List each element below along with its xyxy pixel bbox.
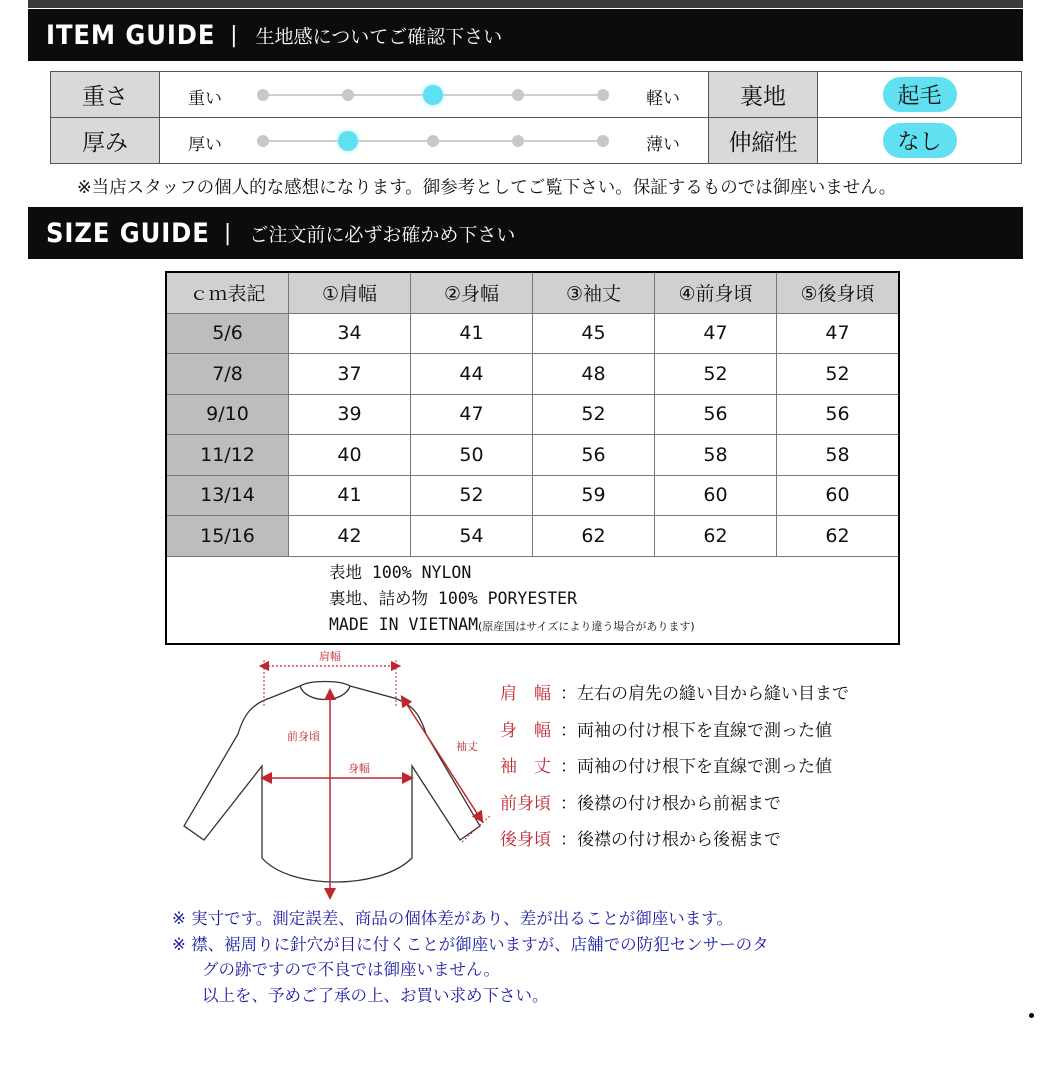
header-separator: | [223, 220, 232, 246]
weight-scale [160, 72, 709, 118]
size-cell: 7/8 [166, 354, 289, 395]
measurement-definitions [500, 676, 849, 859]
bullet-dot [1029, 1013, 1034, 1018]
table-cell: 52 [411, 475, 533, 516]
table-cell: 41 [411, 313, 533, 354]
col-header: ⑤後身頃 [777, 272, 900, 313]
table-cell: 54 [411, 516, 533, 557]
definition-item [500, 676, 849, 713]
note-line: 以上を、予めご了承の上、お買い求め下さい。 [202, 985, 549, 1005]
stretch-value-badge: なし [883, 123, 957, 158]
col-header: ④前身頃 [655, 272, 777, 313]
size-cell: 15/16 [166, 516, 289, 557]
scale-dot [597, 135, 609, 147]
note-line: ※ 実寸です。測定誤差、商品の個体差があり、差が出ることが御座います。 [172, 909, 733, 928]
garment-diagram [180, 650, 500, 900]
table-cell: 56 [777, 394, 900, 435]
scale-dot [423, 85, 443, 105]
table-cell: 56 [533, 435, 655, 476]
table-cell: 41 [289, 475, 411, 516]
disclaimer-notes [172, 906, 769, 1008]
size-table-header [166, 272, 899, 313]
size-cell: 5/6 [166, 313, 289, 354]
table-cell: 34 [289, 313, 411, 354]
material-line: 裏地、詰め物 100% PORYESTER [329, 588, 578, 608]
top-image-strip [28, 0, 1023, 8]
table-cell: 62 [655, 516, 777, 557]
scale-dot [512, 89, 524, 101]
table-cell: 60 [655, 475, 777, 516]
shirt-outline [184, 686, 480, 882]
table-row [166, 394, 899, 435]
table-cell: 52 [533, 394, 655, 435]
thickness-right-label: 薄い [646, 135, 680, 155]
weight-row [51, 72, 1022, 118]
weight-right-label: 軽い [646, 89, 680, 109]
scale-dot [342, 89, 354, 101]
table-cell: 40 [289, 435, 411, 476]
table-cell: 48 [533, 354, 655, 395]
col-header: ①肩幅 [289, 272, 411, 313]
thickness-left-label: 厚い [188, 135, 222, 155]
diagram-label-body: 身幅 [348, 762, 370, 775]
table-cell: 52 [777, 354, 900, 395]
definition-key: 肩 幅 [500, 684, 551, 704]
table-row [166, 313, 899, 354]
origin-line [329, 612, 898, 640]
origin-note: (原産国はサイズにより違う場合があります) [478, 619, 695, 633]
weight-label: 重さ [51, 72, 160, 118]
col-header: ③袖丈 [533, 272, 655, 313]
origin-text: MADE IN VIETNAM [329, 614, 479, 634]
weight-left-label: 重い [188, 89, 222, 109]
definition-key: 後身頃 [500, 830, 551, 850]
table-cell: 44 [411, 354, 533, 395]
size-guide-header [28, 207, 1023, 259]
item-guide-note: ※当店スタッフの個人的な感想になります。御参考としてご覧下さい。保証するものでは御座いません。 [77, 178, 897, 198]
thickness-scale [160, 118, 709, 164]
lining-value-badge: 起毛 [883, 77, 957, 112]
item-guide-header [28, 9, 1023, 61]
table-row [166, 435, 899, 476]
table-cell: 50 [411, 435, 533, 476]
definition-item [500, 713, 849, 750]
definition-item [500, 822, 849, 859]
table-row [166, 516, 899, 557]
scale-dot [338, 131, 358, 151]
definition-key: 袖 丈 [500, 757, 551, 777]
table-cell: 52 [655, 354, 777, 395]
note-line: ※ 襟、裾周りに針穴が目に付くことが御座いますが、店舗での防犯センサーのタ [172, 934, 769, 954]
size-guide-title: SIZE GUIDE [46, 217, 210, 249]
table-cell: 59 [533, 475, 655, 516]
definition-key: 身 幅 [500, 720, 551, 741]
definition-text: ：後襟の付け根から後裾まで [560, 830, 781, 850]
table-cell: 58 [655, 435, 777, 476]
table-row [166, 354, 899, 395]
table-cell: 37 [289, 354, 411, 395]
thickness-label: 厚み [51, 118, 160, 164]
definition-text: ：後襟の付け根から前裾まで [560, 793, 781, 814]
table-cell: 47 [411, 394, 533, 435]
size-cell: 9/10 [166, 394, 289, 435]
stretch-value-cell [818, 118, 1022, 164]
size-table [165, 271, 900, 645]
item-guide-subtitle: 生地感についてご確認下さい [255, 25, 503, 48]
lining-value-cell [818, 72, 1022, 118]
table-cell: 45 [533, 313, 655, 354]
table-cell: 62 [533, 516, 655, 557]
size-cell: 13/14 [166, 475, 289, 516]
table-cell: 47 [777, 313, 900, 354]
material-row [166, 556, 899, 644]
scale-dot [512, 135, 524, 147]
definition-text: ：両袖の付け根下を直線で測った値 [560, 757, 832, 777]
table-cell: 62 [777, 516, 900, 557]
scale-dot [257, 135, 269, 147]
table-row [166, 475, 899, 516]
col-header: ②身幅 [411, 272, 533, 313]
definition-key: 前身頃 [500, 793, 551, 814]
size-guide-subtitle: ご注文前に必ずお確かめ下さい [249, 223, 516, 246]
material-cell [166, 556, 899, 644]
item-guide-title: ITEM GUIDE [46, 19, 216, 51]
scale-dot [257, 89, 269, 101]
definition-item [500, 786, 849, 823]
table-cell: 58 [777, 435, 900, 476]
size-cell: 11/12 [166, 435, 289, 476]
table-cell: 56 [655, 394, 777, 435]
diagram-label-shoulder: 肩幅 [319, 650, 341, 663]
lining-label: 裏地 [709, 72, 818, 118]
thickness-row [51, 118, 1022, 164]
scale-dot [597, 89, 609, 101]
scale-dot [427, 135, 439, 147]
table-cell: 42 [289, 516, 411, 557]
col-header: ｃｍ表記 [166, 272, 289, 313]
note-line: グの跡ですので不良では御座いません。 [202, 960, 500, 979]
table-cell: 60 [777, 475, 900, 516]
definition-text: ：左右の肩先の縫い目から縫い目まで [560, 684, 849, 704]
diagram-label-front: 前身頃 [287, 730, 320, 743]
item-guide-table [50, 71, 1022, 164]
material-line: 表地 100% NYLON [329, 562, 472, 582]
table-cell: 39 [289, 394, 411, 435]
stretch-label: 伸縮性 [709, 118, 818, 164]
definition-item [500, 749, 849, 786]
header-separator: | [230, 22, 238, 48]
table-cell: 47 [655, 313, 777, 354]
diagram-label-sleeve: 袖丈 [456, 740, 478, 753]
definition-text: ：両袖の付け根下を直線で測った値 [560, 720, 832, 741]
